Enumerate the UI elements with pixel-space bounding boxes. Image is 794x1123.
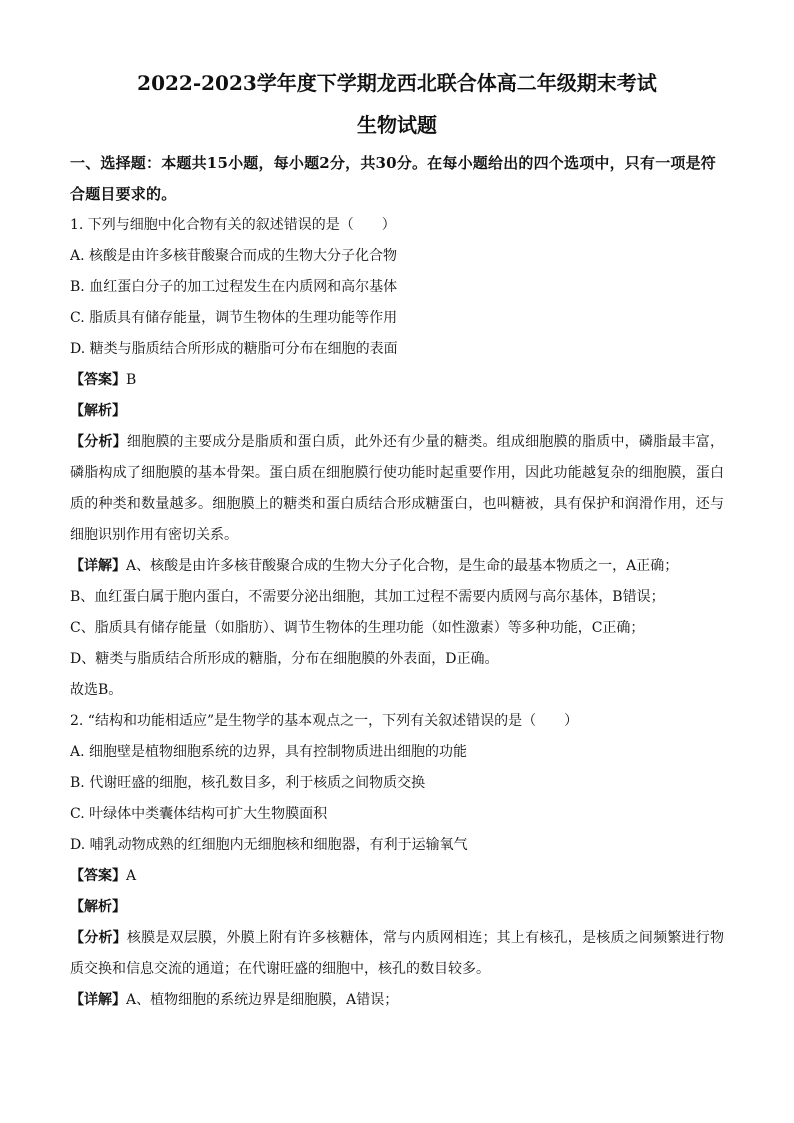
question-1-stem: 1. 下列与细胞中化合物有关的叙述错误的是（ ）	[70, 217, 396, 233]
question-2-option-c: C. 叶绿体中类囊体结构可扩大生物膜面积	[70, 806, 328, 822]
question-1-option-a: A. 核酸是由许多核苷酸聚合而成的生物大分子化合物	[70, 248, 398, 264]
fenxi-text: 细胞膜的主要成分是脂质和蛋白质，此外还有少量的糖类。组成细胞膜的脂质中，磷脂最丰富，磷脂构成了细胞膜的基本骨架。蛋白质在细胞膜行使功能时起重要作用，因此功能越复杂的细胞膜，蛋白质的种类和数量越多。细胞膜上的糖类和蛋白质结合形成糖蛋白，也叫糖被，具有保护和润滑作用，还与细胞识别作用有密切关系。	[70, 434, 724, 543]
question-2-stem: 2. “结构和功能相适应”是生物学的基本观点之一，下列有关叙述错误的是（ ）	[70, 713, 579, 729]
question-2-analysis-tag: 【解析】	[70, 899, 126, 915]
question-2-answer	[70, 861, 724, 892]
question-1-analysis-tag: 【解析】	[70, 403, 126, 419]
detail-text: A、植物细胞的系统边界是细胞膜，A错误；	[126, 992, 399, 1008]
exam-title: 2022-2023学年度下学期龙西北联合体高二年级期末考试	[137, 71, 657, 95]
question-2-detail-a	[70, 985, 724, 1016]
answer-value: B	[126, 372, 137, 388]
question-1-answer	[70, 365, 724, 396]
question-2-option-b: B. 代谢旺盛的细胞，核孔数目多，利于核质之间物质交换	[70, 775, 426, 791]
question-2-fenxi	[70, 923, 724, 985]
question-2-option-a: A. 细胞壁是植物细胞系统的边界，具有控制物质进出细胞的功能	[70, 744, 468, 760]
question-1-detail-c: C、脂质具有储存能量（如脂肪）、调节生物体的生理功能（如性激素）等多种功能，C正确；	[70, 620, 645, 636]
question-1-conclusion: 故选B。	[70, 682, 123, 698]
question-1-option-d: D. 糖类与脂质结合所形成的糖脂可分布在细胞的表面	[70, 341, 398, 357]
xiangjie-tag: 【详解】	[70, 558, 126, 574]
question-2-option-d: D. 哺乳动物成熟的红细胞内无细胞核和细胞器，有利于运输氧气	[70, 837, 468, 853]
xiangjie-tag: 【详解】	[70, 992, 126, 1008]
detail-text: A、核酸是由许多核苷酸聚合成的生物大分子化合物，是生命的最基本物质之一，A正确；	[126, 558, 679, 574]
answer-tag: 【答案】	[70, 372, 126, 388]
question-1-option-c: C. 脂质具有储存能量，调节生物体的生理功能等作用	[70, 310, 398, 326]
question-1-detail-a	[70, 551, 724, 582]
section-instructions: 一、选择题：本题共15小题，每小题2分，共30分。在每小题给出的四个选项中，只有一项是符合题目要求的。	[70, 154, 716, 203]
question-1-detail-d: D、糖类与脂质结合所形成的糖脂，分布在细胞膜的外表面，D正确。	[70, 651, 499, 667]
answer-tag: 【答案】	[70, 868, 126, 884]
question-1-option-b: B. 血红蛋白分子的加工过程发生在内质网和高尔基体	[70, 279, 398, 295]
question-1-fenxi	[70, 427, 724, 551]
question-1-detail-b: B、血红蛋白属于胞内蛋白，不需要分泌出细胞，其加工过程不需要内质网与高尔基体，B错误；	[70, 589, 665, 605]
exam-subtitle: 生物试题	[357, 113, 437, 137]
fenxi-tag: 【分析】	[70, 930, 127, 946]
answer-value: A	[126, 868, 137, 884]
fenxi-text: 核膜是双层膜，外膜上附有许多核糖体，常与内质网相连；其上有核孔，是核质之间频繁进行物质交换和信息交流的通道；在代谢旺盛的细胞中，核孔的数目较多。	[70, 930, 724, 977]
fenxi-tag: 【分析】	[70, 434, 127, 450]
